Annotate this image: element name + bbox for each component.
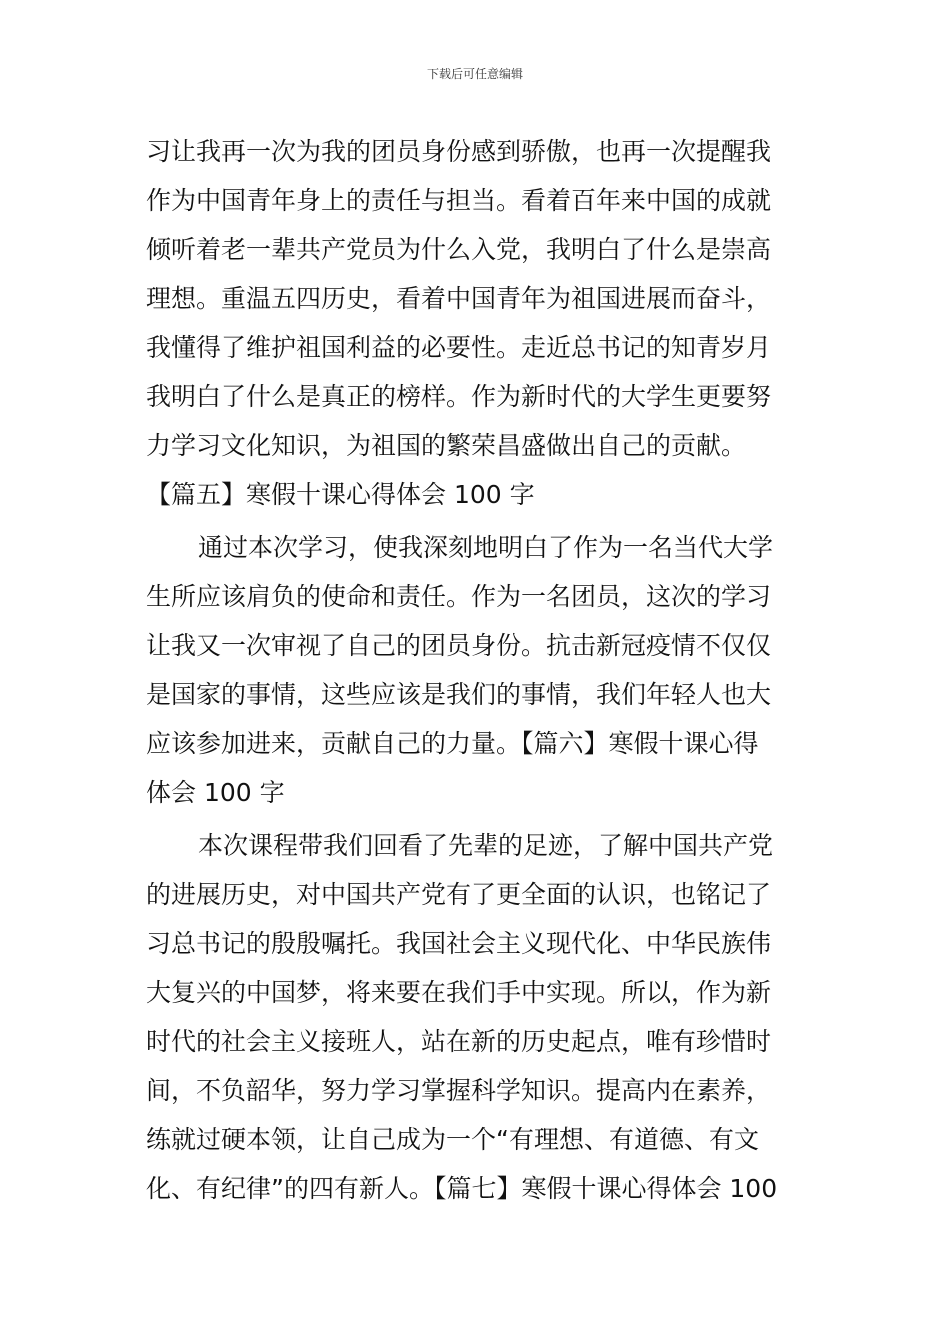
text-line: 体会 100 字: [146, 778, 285, 807]
text-line: 化、有纪律”的四有新人。【篇七】寒假十课心得体会 100: [146, 1174, 778, 1203]
text-line: 间，不负韶华，努力学习掌握科学知识。提高内在素养，: [146, 1076, 772, 1105]
text-line: 生所应该肩负的使命和责任。作为一名团员，这次的学习: [146, 582, 772, 611]
text-line: 作为中国青年身上的责任与担当。看着百年来中国的成就: [146, 186, 772, 215]
text-line: 大复兴的中国梦，将来要在我们手中实现。所以，作为新: [146, 978, 772, 1007]
text-line: 倾听着老一辈共产党员为什么入党，我明白了什么是崇高: [146, 235, 772, 264]
text-line: 练就过硬本领，让自己成为一个“有理想、有道德、有文: [146, 1125, 759, 1154]
text-line: 通过本次学习，使我深刻地明白了作为一名当代大学: [198, 533, 774, 562]
text-line: 是国家的事情，这些应该是我们的事情，我们年轻人也大: [146, 680, 772, 709]
text-line: 理想。重温五四历史，看着中国青年为祖国进展而奋斗，: [146, 284, 772, 313]
text-line: 我懂得了维护祖国利益的必要性。走近总书记的知青岁月: [146, 333, 772, 362]
text-line: 的进展历史，对中国共产党有了更全面的认识，也铭记了: [146, 880, 772, 909]
text-line: 我明白了什么是真正的榜样。作为新时代的大学生更要努: [146, 382, 772, 411]
text-line: 让我又一次审视了自己的团员身份。抗击新冠疫情不仅仅: [146, 631, 772, 660]
text-line: 本次课程带我们回看了先辈的足迹，了解中国共产党: [198, 831, 774, 860]
text-line: 应该参加进来，贡献自己的力量。【篇六】寒假十课心得: [146, 729, 759, 758]
page-header: 下载后可任意编辑: [426, 67, 523, 81]
text-line: 力学习文化知识，为祖国的繁荣昌盛做出自己的贡献。: [146, 431, 747, 460]
text-line: 时代的社会主义接班人，站在新的历史起点，唯有珍惜时: [146, 1027, 772, 1056]
section-heading: 【篇五】寒假十课心得体会 100 字: [146, 480, 535, 509]
text-line: 习让我再一次为我的团员身份感到骄傲，也再一次提醒我: [146, 137, 772, 166]
text-line: 习总书记的殷殷嘱托。我国社会主义现代化、中华民族伟: [146, 929, 772, 958]
